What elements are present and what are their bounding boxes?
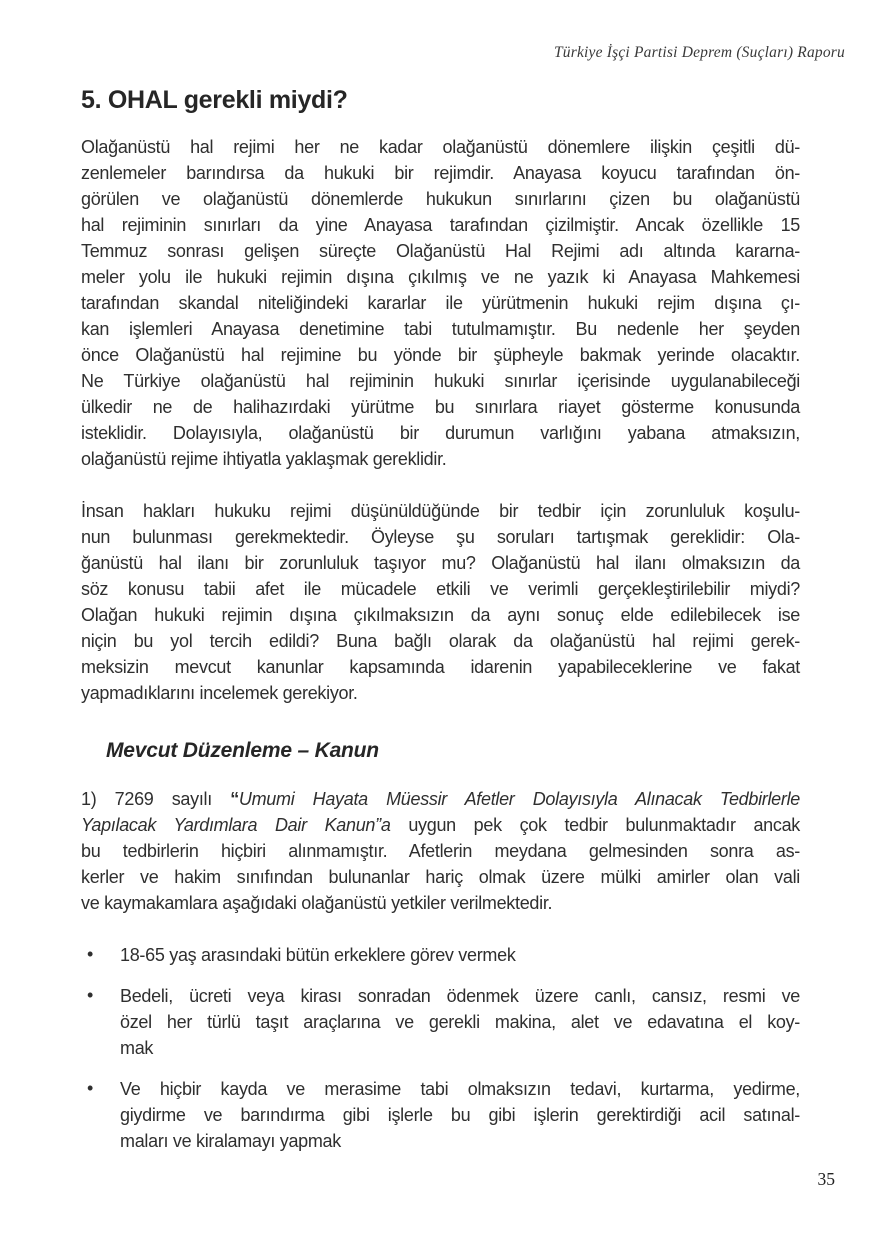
regular-text: kerler ve hakim sınıfından bulunanlar hariç olmak üzere mülki amirler olan vali xyxy=(81,867,800,887)
page-number: 35 xyxy=(817,1169,835,1189)
page-content xyxy=(81,86,800,1169)
text-line: hal rejiminin sınırları da yine Anayasa tarafından çizilmiştir. Ancak özellikle 15 xyxy=(81,215,800,235)
text-line: zenlemeler barındırsa da hukuki bir rejimdir. Anayasa koyucu tarafından ön- xyxy=(81,163,800,183)
bullet-icon: • xyxy=(87,985,94,1005)
bullet-icon: • xyxy=(87,944,94,964)
text-line: giydirme ve barındırma gibi işlerle bu gibi işlerin gerektirdiği acil satınal- xyxy=(120,1105,800,1125)
text-line: maları ve kiralamayı yapmak xyxy=(120,1131,341,1151)
regular-text: uygun pek çok tedbir bulunmaktadır ancak xyxy=(390,815,800,835)
regular-text: bu tedbirlerin hiçbiri alınmamıştır. Afetlerin meydana gelmesinden sonra as- xyxy=(81,841,800,861)
bullet-list xyxy=(81,942,800,1154)
text-line: meksizin mevcut kanunlar kapsamında idarenin yapabileceklerine ve fakat xyxy=(81,657,800,677)
italic-text: Yapılacak Yardımlara Dair Kanun”a xyxy=(81,815,391,835)
list-item xyxy=(81,983,800,1061)
paragraph-1 xyxy=(81,134,800,472)
running-header: Türkiye İşçi Partisi Deprem (Suçları) Raporu xyxy=(553,44,845,61)
text-line xyxy=(81,838,800,864)
subsection-heading: Mevcut Düzenleme – Kanun xyxy=(106,739,379,762)
regular-text: ve kaymakamlara aşağıdaki olağanüstü yetkiler verilmektedir. xyxy=(81,893,553,913)
text-line: 18-65 yaş arasındaki bütün erkeklere görev vermek xyxy=(120,945,516,965)
text-line: görülen ve olağanüstü dönemlerde hukukun sınırlarını çizen bu olağanüstü xyxy=(81,189,800,209)
text-line: söz konusu tabii afet ile mücadele etkili ve verimli gerçekleştirilebilir miydi? xyxy=(81,579,800,599)
text-line: ğanüstü hal ilanı bir zorunluluk taşıyor mu? Olağanüstü hal ilanı olmaksızın da xyxy=(81,553,800,573)
paragraph-3 xyxy=(81,786,800,916)
regular-text: 1) 7269 sayılı xyxy=(81,789,231,809)
text-line: isteklidir. Dolayısıyla, olağanüstü bir durumun varlığını yabana atmaksızın, xyxy=(81,423,800,443)
italic-text: Umumi Hayata Müessir Afetler Dolayısıyla Alınacak Tedbirlerle xyxy=(238,789,800,809)
text-line xyxy=(81,786,800,812)
text-line: özel her türlü taşıt araçlarına ve gerekli makina, alet ve edavatına el koy- xyxy=(120,1012,800,1032)
bold-text: “ xyxy=(230,789,239,809)
text-line: yapmadıklarını incelemek gerekiyor. xyxy=(81,683,358,703)
text-line: Olağanüstü hal rejimi her ne kadar olağanüstü dönemlere ilişkin çeşitli dü- xyxy=(81,137,800,157)
text-line xyxy=(81,864,800,890)
text-line: nun bulunması gerekmektedir. Öyleyse şu soruları tartışmak gereklidir: Ola- xyxy=(81,527,800,547)
section-heading: 5. OHAL gerekli miydi? xyxy=(81,86,348,114)
text-line: kan işlemleri Anayasa denetimine tabi tutulmamıştır. Bu nedenle her şeyden xyxy=(81,319,800,339)
text-line: önce Olağanüstü hal rejimine bu yönde bir şüpheyle bakmak yerinde olacaktır. xyxy=(81,345,800,365)
bullet-icon: • xyxy=(87,1078,94,1098)
text-line: meler yolu ile hukuki rejimin dışına çıkılmış ve ne yazık ki Anayasa Mahkemesi xyxy=(81,267,800,287)
list-item xyxy=(81,942,800,968)
text-line: Ne Türkiye olağanüstü hal rejiminin hukuki sınırlar içerisinde uygulanabileceği xyxy=(81,371,800,391)
text-line: İnsan hakları hukuku rejimi düşünüldüğünde bir tedbir için zorunluluk koşulu- xyxy=(81,501,800,521)
text-line: Temmuz sonrası gelişen süreçte Olağanüstü Hal Rejimi adı altında kararna- xyxy=(81,241,800,261)
text-line xyxy=(81,812,800,838)
list-item xyxy=(81,1076,800,1154)
text-line xyxy=(81,890,800,916)
text-line: tarafından skandal niteliğindeki kararlar ile yürütmenin hukuki rejim dışına çı- xyxy=(81,293,800,313)
text-line: ülkedir ne de halihazırdaki yürütme bu sınırlara riayet gösterme konusunda xyxy=(81,397,800,417)
text-line: mak xyxy=(120,1038,154,1058)
text-line: olağanüstü rejime ihtiyatla yaklaşmak gereklidir. xyxy=(81,449,447,469)
text-line: Bedeli, ücreti veya kirası sonradan ödenmek üzere canlı, cansız, resmi ve xyxy=(120,986,800,1006)
paragraph-2 xyxy=(81,498,800,706)
text-line: Ve hiçbir kayda ve merasime tabi olmaksızın tedavi, kurtarma, yedirme, xyxy=(120,1079,800,1099)
text-line: niçin bu yol tercih edildi? Buna bağlı olarak da olağanüstü hal rejimi gerek- xyxy=(81,631,800,651)
text-line: Olağan hukuki rejimin dışına çıkılmaksızın da aynı sonuç elde edilebilecek ise xyxy=(81,605,800,625)
